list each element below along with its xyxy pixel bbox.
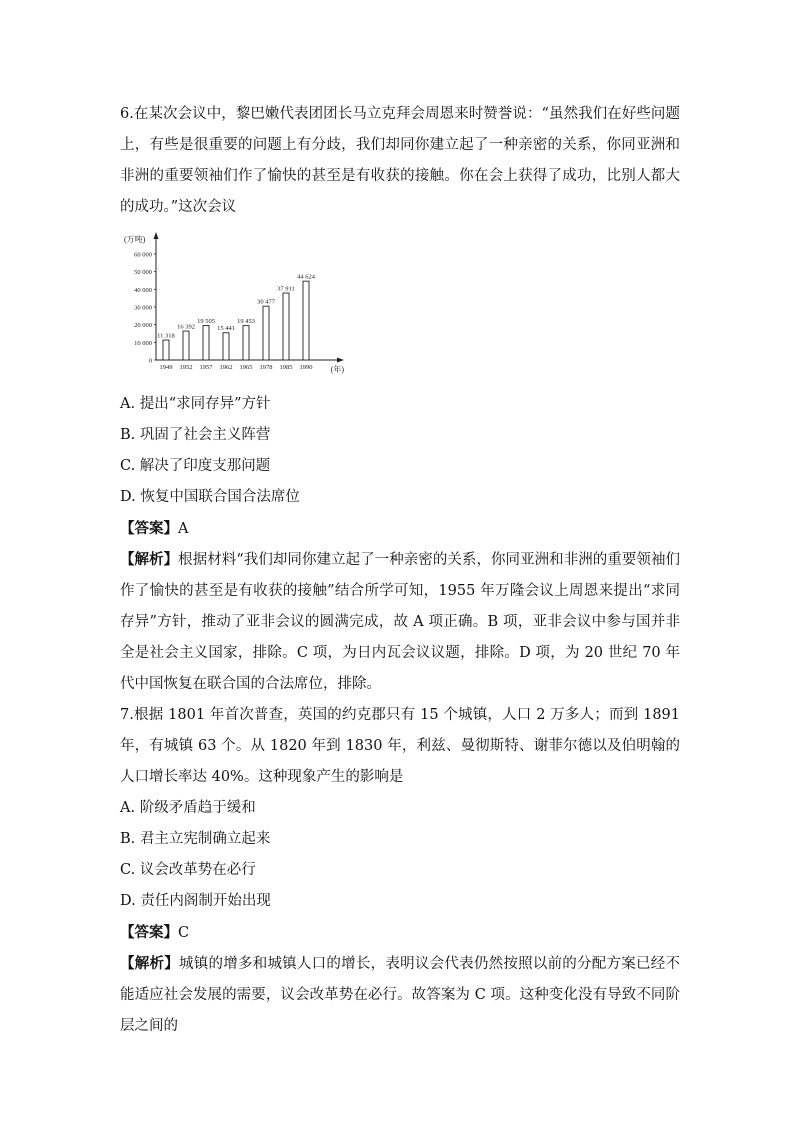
- x-tick-label: 1957: [199, 364, 213, 371]
- q6-option-a: A. 提出“求同存异”方针: [120, 396, 271, 412]
- bar-value-label: 44 624: [297, 273, 315, 281]
- q6-answer-label: 【答案】: [120, 520, 178, 537]
- x-tick-label: 1990: [299, 364, 313, 371]
- q7-option-c: C. 议会改革势在必行: [120, 862, 256, 878]
- question-6-stem: 6.在某次会议中，黎巴嫩代表团团长马立克拜会周恩来时赞誉说：“虽然我们在好些问题上，有些是很重要的问题上有分歧，我们却同你建立起了一种亲密的关系，你同亚洲和非洲的重要领袖们作了愉快的甚至是有收获的接触。你在会上获得了成功，比别人都大的成功。”这次会议: [120, 106, 680, 215]
- bar: [303, 281, 309, 360]
- q7-answer-label: 【答案】: [120, 924, 178, 941]
- x-tick-label: 1965: [239, 364, 253, 371]
- y-tick-label: 20 000: [134, 322, 152, 330]
- x-tick-label: 1952: [179, 364, 193, 371]
- bar-chart: [118, 228, 344, 378]
- q6-analysis: [120, 544, 680, 700]
- bar-value-label: 37 911: [277, 285, 295, 293]
- q6-answer: [120, 513, 680, 545]
- y-axis-arrow: [154, 232, 159, 239]
- bar: [163, 340, 169, 360]
- x-tick-label: 1985: [279, 364, 293, 371]
- x-tick-label: 1978: [259, 364, 273, 371]
- x-axis-arrow: [337, 358, 344, 363]
- q6-answer-value: A: [178, 521, 189, 537]
- q7-answer: [120, 917, 680, 949]
- x-axis-label: (年): [330, 365, 344, 374]
- q6-analysis-text: 根据材料“我们却同你建立起了一种亲密的关系，你同亚洲和非洲的重要领袖们作了愉快的甚至是有收获的接触”结合所学可知，1955 年万隆会议上周恩来提出“求同存异”方针，推动了亚非会议的圆满完成，故 A 项正确。B 项，亚非会议中参与国并非全是社会主义国家，排除。C 项，为日内瓦会议议题，排除。D 项，为 20 世纪 70 年代中国恢复在联合国的合法席位，排除。: [120, 552, 680, 692]
- y-tick-label: 30 000: [134, 304, 152, 312]
- q6-option-d: D. 恢复中国联合国合法席位: [120, 489, 300, 505]
- bar: [243, 326, 249, 360]
- bar-chart-svg: [118, 228, 344, 378]
- bar-value-label: 16 392: [177, 323, 195, 331]
- x-tick-label: 1949: [159, 364, 173, 371]
- bar-value-label: 19 505: [197, 318, 215, 326]
- y-tick-label: 0: [148, 357, 152, 365]
- q6-option-b: B. 巩固了社会主义阵营: [120, 427, 271, 443]
- bar: [223, 333, 229, 360]
- y-tick-label: 40 000: [134, 286, 152, 294]
- bar: [203, 326, 209, 360]
- bar-value-label: 11 318: [157, 332, 175, 340]
- x-tick-label: 1962: [219, 364, 233, 371]
- q7-answer-value: C: [178, 925, 190, 941]
- bar-value-label: 30 477: [257, 298, 275, 306]
- bar-value-label: 15 441: [217, 325, 235, 333]
- q7-analysis-text: 城镇的增多和城镇人口的增长，表明议会代表仍然按照以前的分配方案已经不能适应社会发展的需要，议会改革势在必行。故答案为 C 项。这种变化没有导致不同阶层之间的: [120, 956, 681, 1034]
- q6-analysis-label: 【解析】: [120, 551, 179, 568]
- q7-analysis: [120, 948, 680, 1042]
- y-axis-label: (万吨): [124, 235, 146, 244]
- q7-option-b: B. 君主立宪制确立起来: [120, 831, 271, 847]
- bar: [183, 331, 189, 360]
- question-7-stem: 7.根据 1801 年首次普查，英国的约克郡只有 15 个城镇，人口 2 万多人；而到 1891 年，有城镇 63 个。从 1820 年到 1830 年，利兹、曼彻斯特、谢菲尔德以及伯明翰的人口增长率达 40%。这种现象产生的影响是: [120, 707, 680, 785]
- q7-option-a: A. 阶级矛盾趋于缓和: [120, 800, 256, 816]
- q6-option-c: C. 解决了印度支那问题: [120, 458, 271, 474]
- y-tick-label: 10 000: [134, 339, 152, 347]
- q7-analysis-label: 【解析】: [120, 955, 179, 972]
- y-tick-label: 60 000: [134, 251, 152, 259]
- q7-option-d: D. 责任内阁制开始出现: [120, 893, 271, 909]
- bar-value-label: 19 453: [237, 318, 255, 326]
- bar: [283, 293, 289, 360]
- bar: [263, 306, 269, 360]
- y-tick-label: 50 000: [134, 269, 152, 277]
